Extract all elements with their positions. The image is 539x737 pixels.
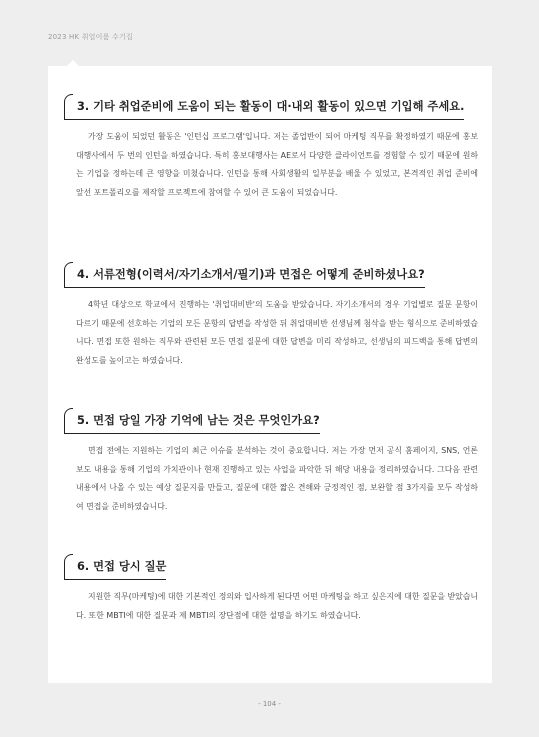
section-q3 — [64, 94, 478, 202]
section-q5 — [64, 408, 478, 516]
question-heading: 4. 서류전형(이력서/자기소개서/필기)과 면접은 어떻게 준비하셨나요? — [64, 262, 425, 288]
answer-text: 4학년 대상으로 학교에서 진행하는 '취업대비반'의 도움을 받았습니다. 자기소개서의 경우 기업별로 질문 문항이 다르기 때문에 선호하는 기업의 모든 문항의 답변을 작성한 뒤 취업대비반 선생님께 첨삭을 받는 형식으로 준비하였습니다. 면접 또한 원하는 직무와 관련된 모든 면접 질문에 대한 답변을 미리 작성하고, 선생님의 피드백을 통해 답변의 완성도를 높이고는 하였습니다. — [76, 300, 478, 365]
answer-text: 면접 전에는 지원하는 기업의 최근 이슈를 분석하는 것이 중요합니다. 저는 가장 먼저 공식 홈페이지, SNS, 언론 보도 내용을 통해 기업의 가치관이나 현재 진행하고 있는 사업을 파악한 뒤 해당 내용을 정리하였습니다. 그다음 관련 내용에서 나올 수 있는 예상 질문지를 만들고, 질문에 대한 짧은 견해와 긍정적인 점, 보완할 점 3가지를 모두 작성하여 면접을 준비하였습니다. — [76, 446, 478, 511]
answer-text: 가장 도움이 되었던 활동은 '인턴십 프로그램'입니다. 저는 졸업반이 되어 마케팅 직무를 확정하였기 때문에 홍보대행사에서 두 번의 인턴을 하였습니다. 특히 홍보대행사는 AE로서 다양한 클라이언트를 경험할 수 있기 때문에 원하는 기업을 정하는데 큰 영향을 미쳤습니다. 인턴을 통해 사회생활의 일부분을 배울 수 있었고, 본격적인 취업 준비에 앞선 포트폴리오를 제작할 프로젝트에 참여할 수 있어 큰 도움이 되었습니다. — [76, 132, 478, 197]
document-header: 2023 HK 취업이룸 수기집 — [48, 33, 133, 41]
page-number: - 104 - — [258, 700, 281, 708]
question-heading: 3. 기타 취업준비에 도움이 되는 활동이 대·내외 활동이 있으면 기입해 주세요. — [64, 94, 464, 120]
content-card — [48, 66, 492, 683]
section-q6 — [64, 554, 478, 625]
card-notch — [66, 60, 80, 67]
question-heading: 6. 면접 당시 질문 — [64, 554, 166, 580]
answer-text: 지원한 직무(마케팅)에 대한 기본적인 정의와 입사하게 된다면 어떤 마케팅을 하고 싶은지에 대한 질문을 받았습니다. 또한 MBTI에 대한 질문과 제 MBTI의 장단점에 대한 설명을 하기도 하였습니다. — [76, 592, 478, 620]
section-q4 — [64, 262, 478, 370]
question-heading: 5. 면접 당일 가장 기억에 남는 것은 무엇인가요? — [64, 408, 320, 434]
